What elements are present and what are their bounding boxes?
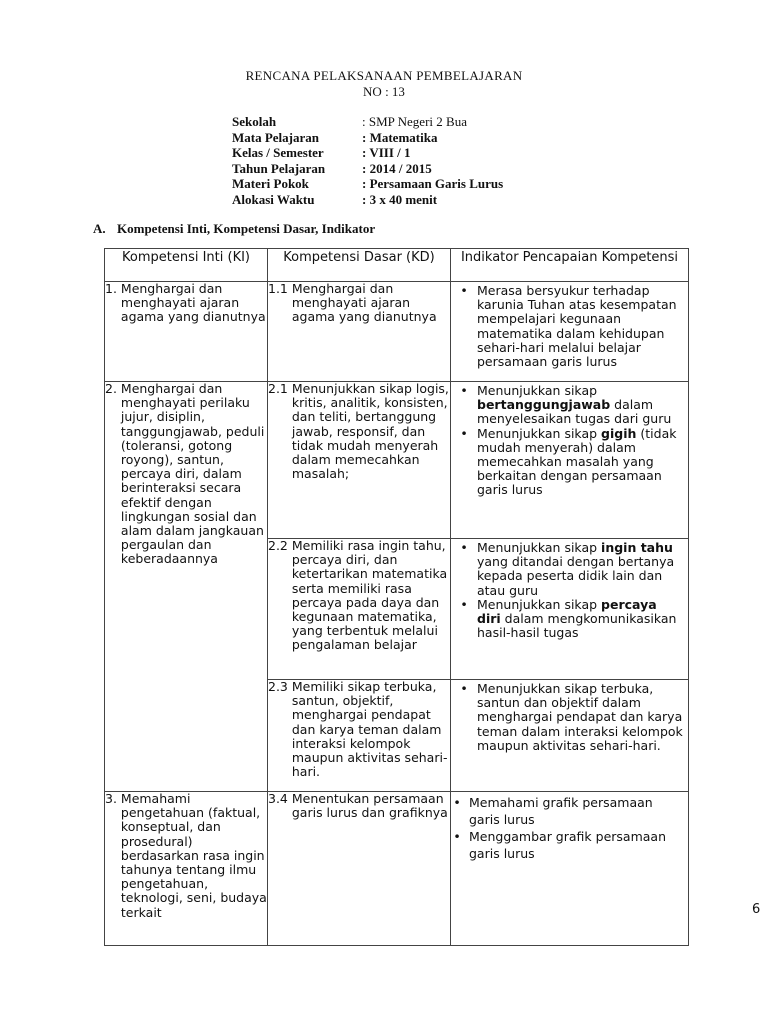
indikator-cell xyxy=(451,282,689,382)
ki-text: Menghargai dan menghayati ajaran agama yang dianutnya xyxy=(120,281,266,325)
info-value: : 3 x 40 menit xyxy=(362,191,438,207)
kd-number: 2.3 xyxy=(268,679,292,694)
bullet-icon: • xyxy=(460,540,468,555)
ki-cell xyxy=(105,792,268,946)
indikator-item xyxy=(451,427,684,498)
info-row-kelas-semester xyxy=(232,145,503,161)
kd-text: Memiliki sikap terbuka, santun, objektif, menghargai pendapat dan karya teman dalam interaksi kelompok maupun aktivitas sehari-hari. xyxy=(291,679,448,780)
ki-text: Memahami pengetahuan (faktual, konseptual, dan prosedural) berdasarkan rasa ingin tahunya tentang ilmu pengetahuan, teknologi, seni, budaya terkait xyxy=(120,791,267,920)
indikator-item xyxy=(451,598,684,641)
indikator-item xyxy=(451,682,684,753)
indikator-cell xyxy=(451,792,689,946)
indikator-text: Menunjukkan sikap xyxy=(477,383,598,398)
info-row-sekolah xyxy=(232,114,503,130)
indikator-text: dalam menyelesaikan tugas dari guru xyxy=(477,397,672,427)
header-ki: Kompetensi Inti (KI) xyxy=(105,249,268,282)
info-value: : 2014 / 2015 xyxy=(362,160,432,176)
indikator-cell xyxy=(451,680,689,792)
kd-cell xyxy=(268,680,451,792)
table-row xyxy=(105,282,689,382)
competency-table xyxy=(104,248,689,946)
header-kd: Kompetensi Dasar (KD) xyxy=(268,249,451,282)
kd-text: Menghargai dan menghayati ajaran agama yang dianutnya xyxy=(291,281,437,325)
table-header-row xyxy=(105,249,689,282)
indikator-item xyxy=(451,828,684,862)
info-label: Materi Pokok xyxy=(232,176,309,191)
info-label: Tahun Pelajaran xyxy=(232,160,326,176)
ki-cell xyxy=(105,382,268,792)
info-value: : SMP Negeri 2 Bua xyxy=(362,114,467,129)
bullet-icon: • xyxy=(460,596,468,612)
document-title: RENCANA PELAKSANAAN PEMBELAJARAN xyxy=(245,68,523,83)
indikator-item xyxy=(451,384,684,427)
bullet-icon: • xyxy=(460,425,468,441)
indikator-text: Menggambar grafik persamaan garis lurus xyxy=(469,829,666,861)
info-value: : VIII / 1 xyxy=(362,145,411,160)
info-label: Sekolah xyxy=(232,114,277,129)
indikator-text: Menunjukkan sikap xyxy=(477,425,602,441)
kd-number: 1.1 xyxy=(268,281,292,296)
page-number: 6 xyxy=(752,902,761,917)
bullet-icon: • xyxy=(453,829,461,844)
kd-text: Memiliki rasa ingin tahu, percaya diri, dan ketertarikan matematika serta memiliki rasa percaya pada daya dan kegunaan matematika, yang terbentuk melalui pengalaman belajar xyxy=(291,538,448,653)
indikator-text: (tidak mudah menyerah) dalam memecahkan masalah yang berkaitan dengan persamaan garis lurus xyxy=(477,425,677,498)
indikator-emphasis: bertanggungjawab xyxy=(477,397,611,413)
info-value: : Persamaan Garis Lurus xyxy=(362,176,504,191)
info-label: Mata Pelajaran xyxy=(232,129,320,145)
kd-number: 2.1 xyxy=(268,381,292,396)
indikator-cell xyxy=(451,539,689,680)
header-indikator: Indikator Pencapaian Kompetensi xyxy=(451,249,689,282)
indikator-emphasis: ingin tahu xyxy=(601,540,673,555)
indikator-text: Menunjukkan sikap terbuka, santun dan objektif dalam menghargai pendapat dan karya teman dalam interaksi kelompok maupun aktivitas sehari-hari. xyxy=(477,681,683,753)
bullet-icon: • xyxy=(460,283,468,298)
kd-number: 2.2 xyxy=(268,538,292,553)
bullet-icon: • xyxy=(453,795,461,810)
kd-cell xyxy=(268,282,451,382)
ki-number: 3. xyxy=(105,791,121,806)
document-number: NO : 13 xyxy=(363,84,405,99)
kd-number: 3.4 xyxy=(268,791,292,806)
kd-cell xyxy=(268,792,451,946)
ki-number: 2. xyxy=(105,381,121,396)
indikator-cell xyxy=(451,382,689,539)
ki-cell xyxy=(105,282,268,382)
info-value: : Matematika xyxy=(362,129,438,145)
indikator-emphasis: gigih xyxy=(601,425,637,441)
indikator-text: Menunjukkan sikap xyxy=(477,596,602,612)
section-title: Kompetensi Inti, Kompetensi Dasar, Indikator xyxy=(117,221,376,236)
indikator-text: yang ditandai dengan bertanya kepada peserta didik lain dan atau guru xyxy=(477,554,675,598)
info-label: Alokasi Waktu xyxy=(232,191,315,207)
kd-cell xyxy=(268,539,451,680)
indikator-text: Menunjukkan sikap xyxy=(477,540,602,555)
info-row-alokasi-waktu xyxy=(232,192,503,208)
indikator-item xyxy=(451,284,684,369)
kd-cell xyxy=(268,382,451,539)
bullet-icon: • xyxy=(460,681,468,696)
info-label: Kelas / Semester xyxy=(232,145,324,160)
ki-number: 1. xyxy=(105,281,121,296)
table-row xyxy=(105,382,689,539)
indikator-text: Memahami grafik persamaan garis lurus xyxy=(469,795,653,827)
info-row-materi-pokok xyxy=(232,176,503,192)
kd-text: Menunjukkan sikap logis, kritis, analitik, konsisten, dan teliti, bertanggung jawab, responsif, dan tidak mudah menyerah dalam memecahkan masalah; xyxy=(291,381,449,482)
info-row-tahun-pelajaran xyxy=(232,161,503,177)
info-row-mata-pelajaran xyxy=(232,130,503,146)
indikator-item xyxy=(451,794,684,828)
indikator-item xyxy=(451,541,684,598)
section-letter: A. xyxy=(93,221,106,236)
info-block xyxy=(232,114,503,207)
indikator-emphasis: percaya diri xyxy=(477,596,657,627)
table-row xyxy=(105,792,689,946)
ki-text: Menghargai dan menghayati perilaku jujur, disiplin, tanggungjawab, peduli (toleransi, gotong royong), santun, percaya diri, dalam berinteraksi secara efektif dengan lingkungan sosial dan alam dalam jangkauan pergaulan dan keberadaannya xyxy=(120,381,265,567)
kd-text: Menentukan persamaan garis lurus dan grafiknya xyxy=(291,791,448,821)
bullet-icon: • xyxy=(460,383,468,398)
section-heading xyxy=(93,221,375,237)
indikator-text: Merasa bersyukur terhadap karunia Tuhan atas kesempatan mempelajari kegunaan matematika dalam kehidupan sehari-hari melalui belajar persamaan garis lurus xyxy=(477,283,677,370)
indikator-text: dalam mengkomunikasikan hasil-hasil tugas xyxy=(477,611,677,641)
